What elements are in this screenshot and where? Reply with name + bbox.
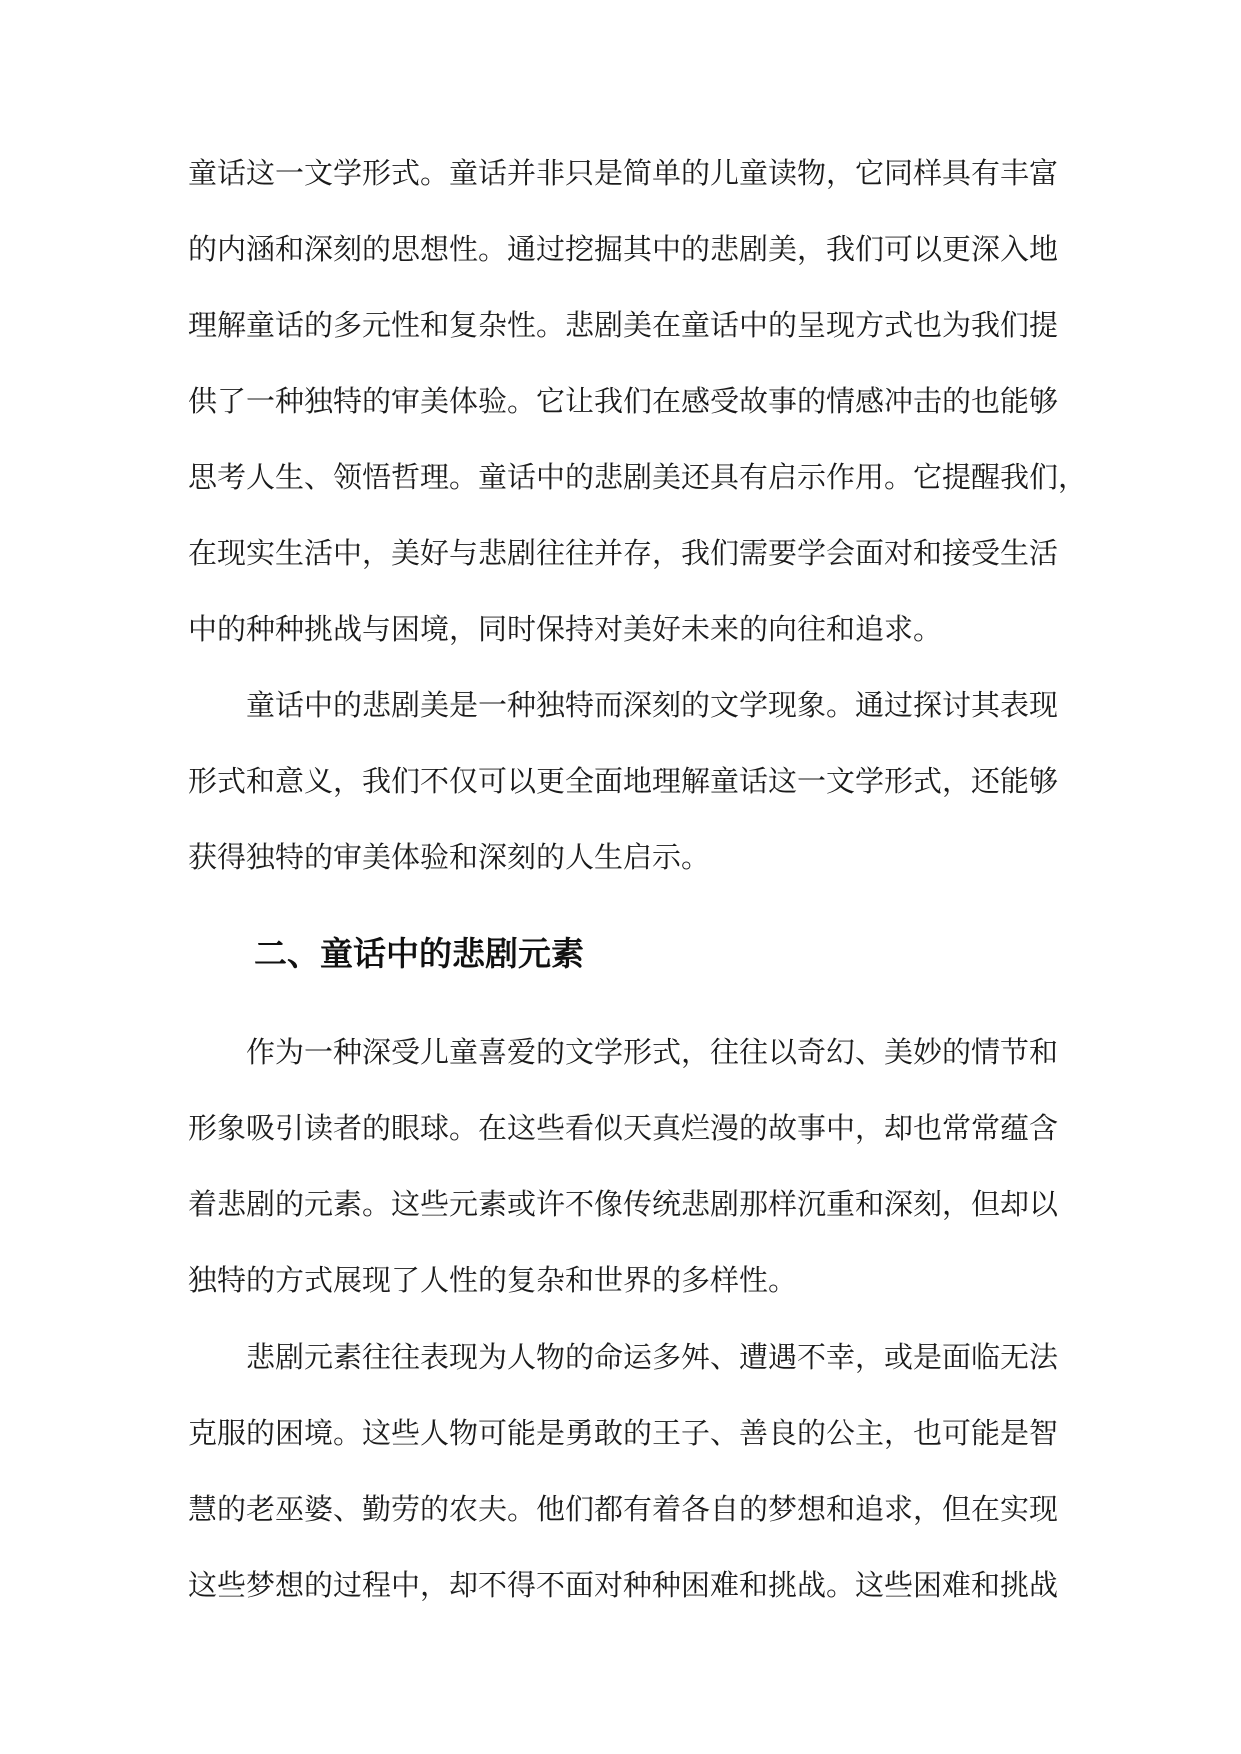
text-line: 童话这一文学形式。童话并非只是简单的儿童读物，它同样具有丰富 [188, 156, 1059, 190]
text-line: 克服的困境。这些人物可能是勇敢的王子、善良的公主，也可能是智 [188, 1416, 1059, 1450]
text-line: 悲剧元素往往表现为人物的命运多舛、遭遇不幸，或是面临无法 [246, 1340, 1059, 1374]
text-line: 慧的老巫婆、勤劳的农夫。他们都有着各自的梦想和追求，但在实现 [188, 1492, 1059, 1526]
text-line: 理解童话的多元性和复杂性。悲剧美在童话中的呈现方式也为我们提 [188, 308, 1059, 342]
paragraph-2 [188, 667, 1058, 895]
text-line: 形式和意义，我们不仅可以更全面地理解童话这一文学形式，还能够 [188, 764, 1059, 798]
text-line: 独特的方式展现了人性的复杂和世界的多样性。 [188, 1263, 798, 1297]
text-line: 在现实生活中，美好与悲剧往往并存，我们需要学会面对和接受生活 [188, 536, 1059, 570]
text-line: 作为一种深受儿童喜爱的文学形式，往往以奇幻、美妙的情节和 [246, 1035, 1059, 1069]
text-line: 形象吸引读者的眼球。在这些看似天真烂漫的故事中，却也常常蕴含 [188, 1111, 1059, 1145]
paragraph-4 [188, 1319, 1058, 1623]
text-line: 思考人生、领悟哲理。童话中的悲剧美还具有启示作用。它提醒我们， [188, 460, 1088, 494]
text-line: 童话中的悲剧美是一种独特而深刻的文学现象。通过探讨其表现 [246, 688, 1059, 722]
text-line: 的内涵和深刻的思想性。通过挖掘其中的悲剧美，我们可以更深入地 [188, 232, 1059, 266]
text-line: 这些梦想的过程中，却不得不面对种种困难和挑战。这些困难和挑战 [188, 1568, 1059, 1602]
text-line: 中的种种挑战与困境，同时保持对美好未来的向往和追求。 [188, 612, 943, 646]
text-line: 供了一种独特的审美体验。它让我们在感受故事的情感冲击的也能够 [188, 384, 1059, 418]
text-line: 着悲剧的元素。这些元素或许不像传统悲剧那样沉重和深刻，但却以 [188, 1187, 1059, 1221]
text-line: 获得独特的审美体验和深刻的人生启示。 [188, 840, 711, 874]
paragraph-3 [188, 1014, 1058, 1318]
paragraph-1 [188, 135, 1088, 667]
section-heading: 二、童话中的悲剧元素 [254, 934, 584, 973]
